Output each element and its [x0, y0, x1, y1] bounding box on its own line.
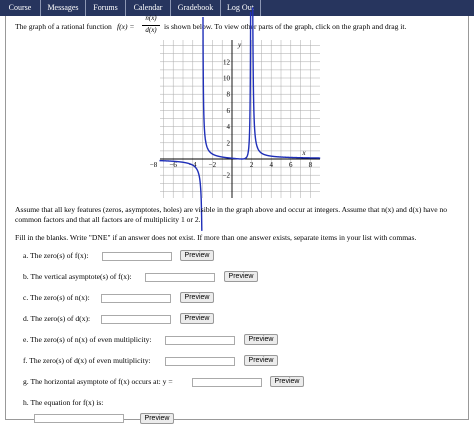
x-tick-label: 6	[289, 161, 293, 169]
nav-messages[interactable]: Messages	[41, 0, 86, 16]
y-tick-label: −2	[222, 171, 230, 180]
question-e-label: e. The zero(s) of n(x) of even multiplicity:	[23, 335, 152, 344]
answer-e-input[interactable]	[165, 336, 235, 345]
question-c-label: c. The zero(s) of n(x):	[23, 293, 90, 302]
answer-h-input[interactable]	[34, 414, 124, 423]
intro-numerator: n(x)	[145, 14, 157, 22]
x-tick-label: −4	[189, 161, 197, 169]
answer-b-input[interactable]	[145, 273, 215, 282]
answer-c-input[interactable]	[101, 294, 171, 303]
y-tick-label: 12	[223, 58, 230, 67]
question-f-label: f. The zero(s) of d(x) of even multiplicity:	[23, 356, 151, 365]
graph-grid	[160, 40, 320, 198]
preview-button-a[interactable]: Preview	[180, 250, 214, 261]
question-d-label: d. The zero(s) of d(x):	[23, 314, 91, 323]
top-nav	[0, 0, 474, 16]
y-tick-label: 4	[226, 123, 230, 132]
y-tick-label: 8	[226, 90, 230, 99]
graph-axes	[160, 40, 320, 198]
answer-f-input[interactable]	[165, 357, 235, 366]
nav-log-out[interactable]: Log Out	[221, 0, 261, 16]
rational-function-graph[interactable]	[149, 40, 320, 198]
answer-g-input[interactable]	[192, 378, 262, 387]
x-tick-label: −6	[169, 161, 177, 169]
nav-calendar[interactable]: Calendar	[126, 0, 171, 16]
question-b-label: b. The vertical asymptote(s) of f(x):	[23, 272, 132, 281]
assume-text: Assume that all key features (zeros, asymptotes, holes) are visible in the graph above and occur at integers. Assume that n(x) and d(x) have no common factors and that all factors are of multiplicity 1 or 2.	[15, 205, 448, 224]
question-h-label: h. The equation for f(x) is:	[23, 398, 104, 407]
answer-a-input[interactable]	[102, 252, 172, 261]
intro-prefix: The graph of a rational function	[15, 22, 112, 31]
x-tick-label: −8	[149, 161, 158, 169]
answer-d-input[interactable]	[101, 315, 171, 324]
x-tick-label: 4	[269, 161, 273, 169]
question-g-label: g. The horizontal asymptote of f(x) occurs at: y =	[23, 377, 173, 386]
y-tick-label: 6	[226, 106, 230, 115]
question-a-label: a. The zero(s) of f(x):	[23, 251, 89, 260]
instructions-text: Fill in the blanks. Write "DNE" if an answer does not exist. If more than one answer exists, separate items in your list with commas.	[15, 233, 417, 242]
preview-button-h[interactable]: Preview	[140, 413, 174, 424]
y-tick-label: 2	[226, 139, 230, 148]
intro-fx: f(x) =	[117, 22, 135, 31]
preview-button-b[interactable]: Preview	[224, 271, 258, 282]
preview-button-e[interactable]: Preview	[244, 334, 278, 345]
nav-forums[interactable]: Forums	[86, 0, 126, 16]
x-tick-label: 2	[249, 161, 254, 169]
x-tick-label: 8	[308, 161, 313, 169]
nav-course[interactable]: Course	[0, 0, 41, 16]
y-axis-label: y	[238, 41, 242, 49]
intro-denominator: d(x)	[145, 26, 157, 34]
x-axis-label: x	[302, 149, 306, 157]
y-tick-label: 10	[223, 74, 230, 83]
x-tick-label: −2	[208, 161, 217, 169]
intro-suffix: is shown below. To view other parts of the graph, click on the graph and drag it.	[164, 22, 407, 31]
preview-button-c[interactable]: Preview	[180, 292, 214, 303]
nav-gradebook[interactable]: Gradebook	[171, 0, 221, 16]
preview-button-d[interactable]: Preview	[180, 313, 214, 324]
preview-button-f[interactable]: Preview	[244, 355, 278, 366]
preview-button-g[interactable]: Preview	[270, 376, 304, 387]
